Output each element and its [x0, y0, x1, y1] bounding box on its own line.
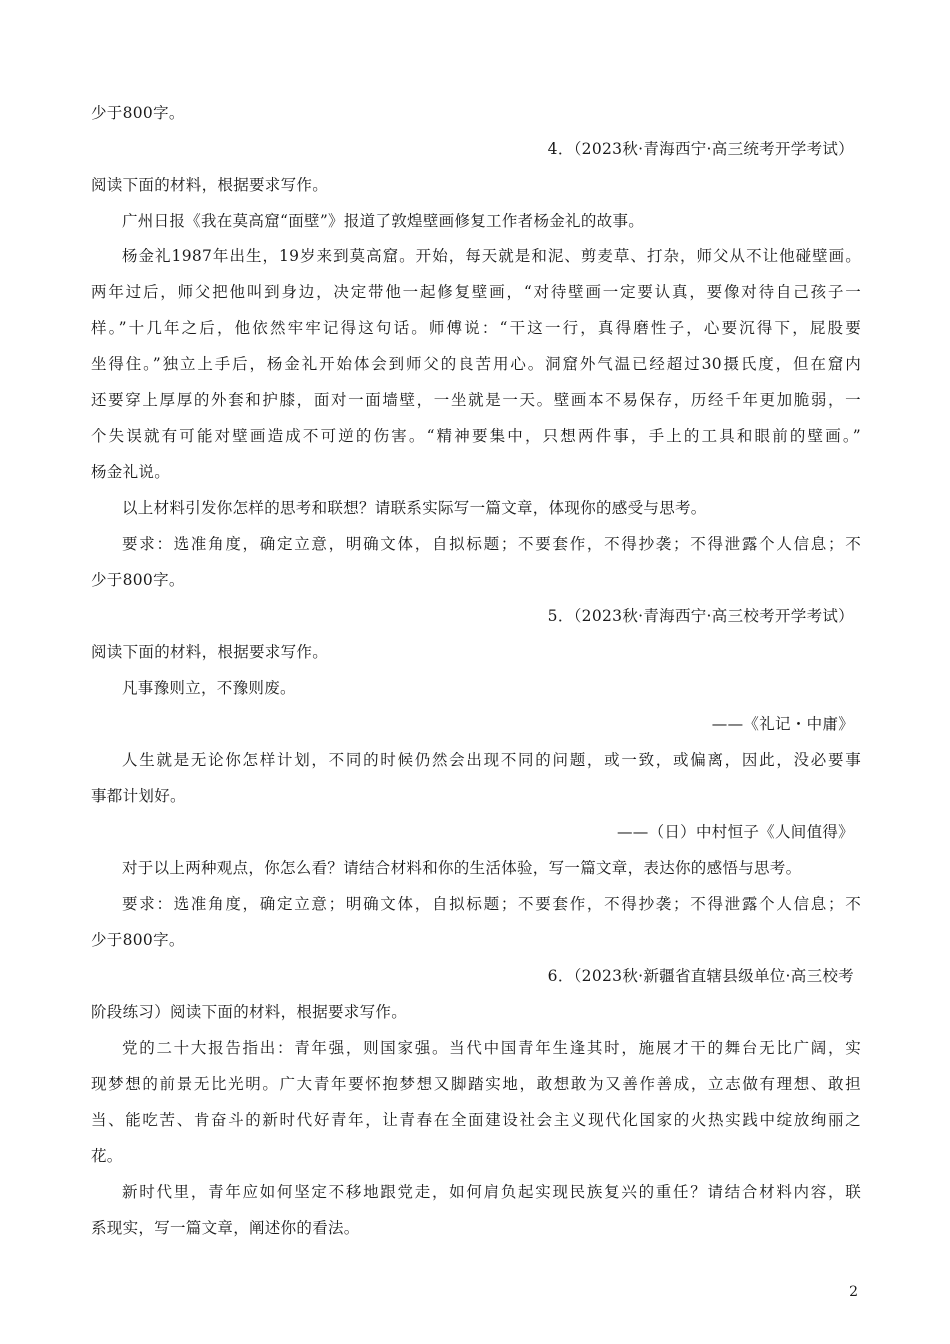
- question-heading: 4．（2023秋·青海西宁·高三统考开学考试）: [547, 140, 854, 158]
- question-heading: 6．（2023秋·新疆省直辖县级单位·高三校考: [547, 967, 854, 985]
- quote-source: ——（日）中村恒子《人间值得》: [616, 823, 854, 841]
- text-line: 花。: [91, 1147, 123, 1165]
- text-line: 要求：选准角度，确定立意，明确文体，自拟标题；不要套作，不得抄袭；不得泄露个人信息；不: [122, 535, 861, 553]
- text-line: 事都计划好。: [91, 787, 186, 805]
- text-line: 以上材料引发你怎样的思考和联想？请联系实际写一篇文章，体现你的感受与思考。: [122, 499, 707, 517]
- text-line: 要求：选准角度，确定立意；明确文体，自拟标题；不要套作，不得抄袭；不得泄露个人信息；不: [122, 895, 861, 913]
- text-line: 杨金礼说。: [91, 463, 171, 481]
- text-line: 广州日报《我在莫高窟“面壁”》报道了敦煌壁画修复工作者杨金礼的故事。: [122, 212, 645, 230]
- text-line: 个失误就有可能对壁画造成不可逆的伤害。“精神要集中，只想两件事，手上的工具和眼前的壁画。”: [91, 427, 861, 445]
- text-line: 党的二十大报告指出：青年强，则国家强。当代中国青年生逢其时，施展才干的舞台无比广阔，实: [122, 1039, 861, 1057]
- text-line: 现梦想的前景无比光明。广大青年要怀抱梦想又脚踏实地，敢想敢为又善作善成，立志做有理想、敢担: [91, 1075, 861, 1093]
- text-line: 人生就是无论你怎样计划，不同的时候仍然会出现不同的问题，或一致，或偏离，因此，没必要事: [122, 751, 861, 769]
- text-line: 阅读下面的材料，根据要求写作。: [91, 176, 329, 194]
- text-line: 坐得住。”独立上手后，杨金礼开始体会到师父的良苦用心。洞窟外气温已经超过30摄氏度，但在窟内: [91, 355, 861, 373]
- text-line: 凡事豫则立，不豫则废。: [122, 679, 296, 697]
- text-line: 少于800字。: [91, 104, 185, 122]
- text-line: 样。”十几年之后，他依然牢牢记得这句话。师傅说：“干这一行，真得磨性子，心要沉得下，屁股要: [91, 319, 861, 337]
- page-number: 2: [849, 1284, 858, 1300]
- text-line: 杨金礼1987年出生，19岁来到莫高窟。开始，每天就是和泥、剪麦草、打杂，师父从不让他碰壁画。: [122, 247, 861, 265]
- text-line: 两年过后，师父把他叫到身边，决定带他一起修复壁画，“对待壁画一定要认真，要像对待自己孩子一: [91, 283, 861, 301]
- question-heading: 5．（2023秋·青海西宁·高三校考开学考试）: [547, 607, 854, 625]
- text-line: 阅读下面的材料，根据要求写作。: [91, 643, 329, 661]
- text-line: 少于800字。: [91, 571, 185, 589]
- text-line: 系现实，写一篇文章，阐述你的看法。: [91, 1219, 360, 1237]
- text-line: 少于800字。: [91, 931, 185, 949]
- text-line: 对于以上两种观点，你怎么看？请结合材料和你的生活体验，写一篇文章，表达你的感悟与思考。: [122, 859, 802, 877]
- text-line: 阶段练习）阅读下面的材料，根据要求写作。: [91, 1003, 408, 1021]
- text-line: 当、能吃苦、肯奋斗的新时代好青年，让青春在全面建设社会主义现代化国家的火热实践中绽放绚丽之: [91, 1111, 861, 1129]
- text-line: 还要穿上厚厚的外套和护膝，面对一面墙壁，一坐就是一天。壁画本不易保存，历经千年更加脆弱，一: [91, 391, 861, 409]
- text-line: 新时代里，青年应如何坚定不移地跟党走，如何肩负起实现民族复兴的重任？请结合材料内容，联: [122, 1183, 861, 1201]
- quote-source: ——《礼记・中庸》: [711, 715, 854, 733]
